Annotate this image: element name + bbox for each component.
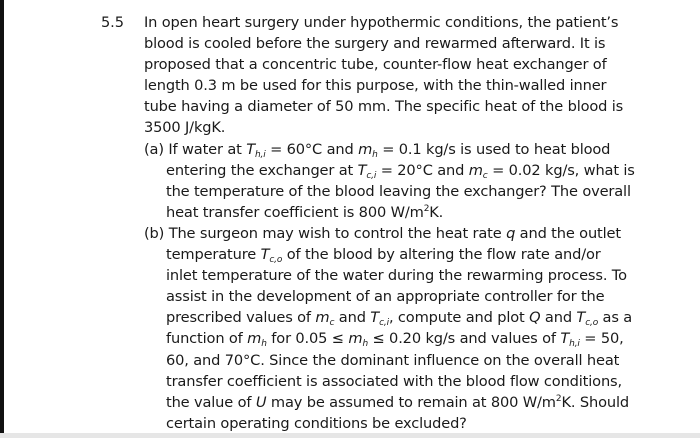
part-a-line xyxy=(144,139,614,160)
text-run: for 0.05 ≤ xyxy=(266,330,349,348)
symbol: m xyxy=(358,140,373,158)
intro-line: In open heart surgery under hypothermic conditions, the patient’s xyxy=(144,14,619,31)
text-run: = 0.1 kg/s is used to heat blood xyxy=(377,140,611,158)
text-run: may be assumed to remain at 800 W/m xyxy=(266,393,556,411)
text-run: (b) The surgeon may wish to control the heat rate xyxy=(144,224,507,242)
symbol: T xyxy=(370,309,380,327)
subscript: h xyxy=(372,149,378,160)
symbol: T xyxy=(560,330,570,348)
part-b-line: certain operating conditions be excluded? xyxy=(166,414,467,432)
intro-line: blood is cooled before the surgery and rewarmed afterward. It is xyxy=(144,35,606,53)
part-b-line: assist in the development of an appropriate controller for the xyxy=(166,288,605,306)
intro-line: proposed that a concentric tube, counter-flow heat exchanger of xyxy=(144,56,607,74)
part-a-line: the temperature of the blood leaving the exchanger? The overall xyxy=(166,182,631,200)
text-run: and xyxy=(334,309,371,327)
text-run: and the outlet xyxy=(515,224,621,242)
part-a-line xyxy=(144,160,635,181)
text-run: K. xyxy=(429,203,444,221)
part-b-line: inlet temperature of the water during the rewarming process. To xyxy=(166,267,627,285)
subscript: h xyxy=(261,339,267,350)
symbol: Q xyxy=(529,309,541,327)
subscript: c,i xyxy=(366,170,377,181)
symbol: T xyxy=(260,246,270,264)
symbol: m xyxy=(315,309,330,327)
problem-number: 5.5 xyxy=(101,14,124,31)
part-a xyxy=(144,139,635,223)
symbol: m xyxy=(247,330,262,348)
part-b-line: 60, and 70°C. Since the dominant influence on the overall heat xyxy=(166,351,620,369)
part-b-line xyxy=(144,392,629,413)
intro-line: length 0.3 m be used for this purpose, with the thin-walled inner xyxy=(144,77,607,95)
superscript: 2 xyxy=(555,393,562,404)
text-run: prescribed values of xyxy=(166,309,316,327)
text-run: = 50, xyxy=(579,330,624,348)
intro-line: 3500 J/kgK. xyxy=(144,119,226,137)
text-run: , compute and plot xyxy=(388,309,530,327)
problem-body xyxy=(144,12,635,434)
text-run: of the blood by altering the flow rate and/or xyxy=(282,246,601,264)
subscript: h,i xyxy=(254,149,266,160)
symbol: T xyxy=(576,309,586,327)
subscript: c,o xyxy=(269,255,283,266)
superscript: 2 xyxy=(423,203,430,214)
problem-intro xyxy=(144,12,624,139)
left-edge-bar xyxy=(0,0,4,438)
text-run: as a xyxy=(598,309,633,327)
subscript: h xyxy=(362,339,368,350)
symbol: T xyxy=(357,161,367,179)
text-run: and xyxy=(540,309,577,327)
part-b-line xyxy=(144,223,621,244)
bottom-edge-strip xyxy=(0,433,700,438)
symbol: m xyxy=(348,330,363,348)
text-run: = 60°C and xyxy=(265,140,359,158)
intro-line: tube having a diameter of 50 mm. The specific heat of the blood is xyxy=(144,98,624,116)
symbol: U xyxy=(255,393,267,411)
subscript: c,i xyxy=(379,318,389,329)
text-run: ≤ 0.20 kg/s and values of xyxy=(368,330,561,348)
part-b xyxy=(144,223,633,434)
text-run: = 20°C and xyxy=(376,161,469,179)
symbol: T xyxy=(246,140,255,158)
part-a-line xyxy=(144,202,614,223)
symbol: q xyxy=(506,224,516,242)
text-run: heat transfer coefficient is 800 W/m xyxy=(166,203,424,221)
text-run: the value of xyxy=(166,393,256,411)
text-run: function of xyxy=(166,330,248,348)
text-run: entering the exchanger at xyxy=(166,161,358,179)
part-b-line: transfer coefficient is associated with the blood flow conditions, xyxy=(166,372,622,390)
symbol: m xyxy=(468,161,483,179)
subscript: c xyxy=(482,170,488,181)
text-run: = 0.02 kg/s, what is xyxy=(487,161,635,179)
text-run: temperature xyxy=(166,246,261,264)
part-b-line xyxy=(144,328,624,350)
part-b-line xyxy=(144,307,633,329)
text-run: (a) If water at xyxy=(144,140,247,158)
text-run: K. Should xyxy=(561,393,629,411)
subscript: c,o xyxy=(585,318,599,329)
subscript: c xyxy=(329,318,335,329)
part-b-line xyxy=(144,244,614,265)
subscript: h,i xyxy=(569,339,580,350)
